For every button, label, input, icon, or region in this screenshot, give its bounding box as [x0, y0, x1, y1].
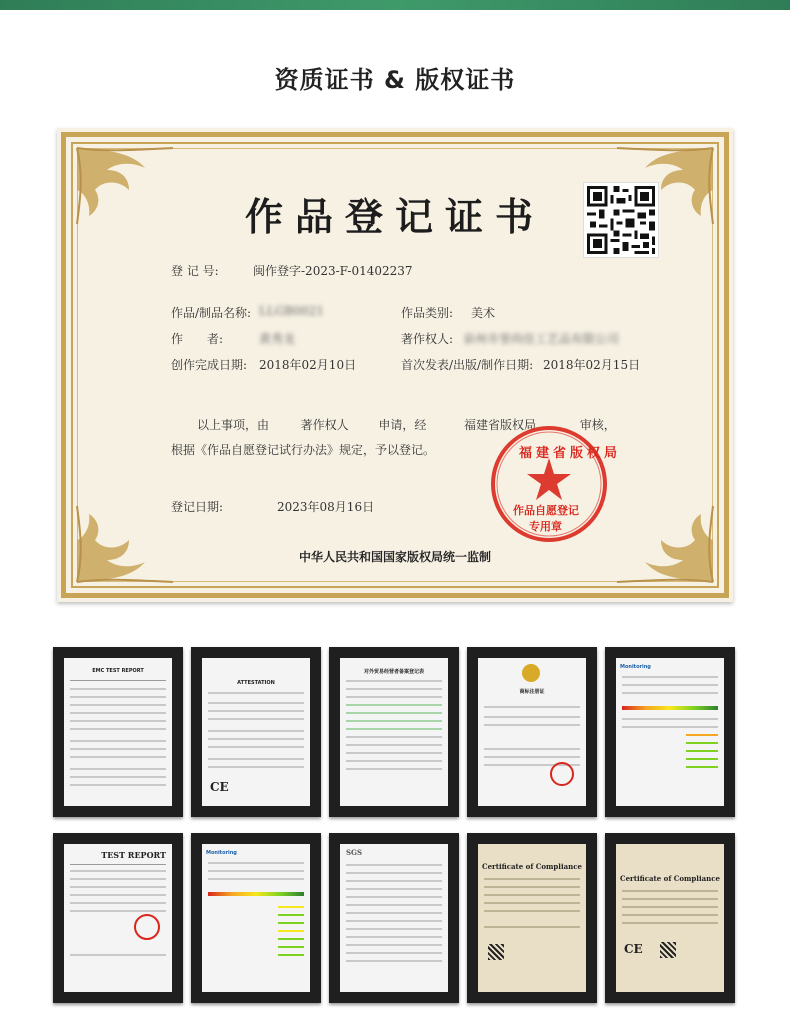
body-line1-part-e: 审核， [579, 418, 616, 432]
thumb-heading: Certificate of Compliance [620, 874, 720, 883]
certificate-thumbnail[interactable] [329, 647, 459, 817]
top-color-band [0, 0, 790, 10]
thumb-heading: EMC TEST REPORT [92, 668, 144, 674]
created-date-value: 2018年02月10日 [259, 358, 357, 372]
copyright-certificate [57, 128, 733, 602]
owner-value: 泉州市誉尚佳工艺品有限公司 [463, 332, 620, 346]
thumb-heading: Certificate of Compliance [482, 862, 582, 871]
certificate-thumbnail[interactable] [191, 833, 321, 1003]
reg-date-value: 2023年08月16日 [277, 500, 375, 514]
reg-date-label: 登记日期: [171, 500, 224, 514]
body-line2: 根据《作品自愿登记试行办法》规定，予以登记。 [171, 443, 436, 457]
certificate-thumbnail[interactable] [605, 833, 735, 1003]
certificate-thumbnail[interactable] [467, 647, 597, 817]
ornament-bottom-left-icon [73, 496, 183, 586]
qr-code-icon [660, 942, 676, 958]
thumb-heading: Monitoring [206, 850, 237, 856]
body-line1-part-c: 申请，经 [378, 418, 427, 432]
published-date-label: 首次发表/出版/制作日期: [401, 358, 534, 372]
work-name-value: LLGB0021 [259, 304, 324, 318]
thumb-heading: SGS [346, 848, 363, 857]
certificate-thumbnail[interactable] [467, 833, 597, 1003]
certificate-thumbnail[interactable] [53, 833, 183, 1003]
published-date-value: 2018年02月15日 [543, 358, 641, 372]
ce-mark-icon: CE [624, 942, 643, 956]
seal-text-mid: 作品自愿登记 [513, 504, 579, 517]
body-line1-part-a: 以上事项，由 [197, 418, 270, 432]
owner-label: 著作权人: [401, 332, 454, 346]
section-title: 资质证书 & 版权证书 [274, 66, 516, 94]
certificate-title: 作品登记证书 [244, 194, 545, 239]
author-value: 黄秀龙 [259, 332, 296, 346]
thumb-heading: TEST REPORT [101, 850, 166, 860]
author-label: 作 者: [171, 332, 224, 346]
certificate-thumbnail[interactable] [605, 647, 735, 817]
work-type-label: 作品类别: [401, 306, 454, 320]
thumb-heading: 对外贸易经营者备案登记表 [363, 669, 424, 675]
thumb-heading: Monitoring [620, 664, 651, 670]
ce-mark-icon: CE [210, 780, 229, 794]
work-type-value: 美术 [471, 306, 496, 320]
qr-code-icon [488, 944, 504, 960]
emblem-icon [522, 664, 540, 682]
certificate-thumbnail[interactable] [191, 647, 321, 817]
body-line1-part-b: 著作权人 [300, 418, 349, 432]
seal-text-bot: 专用章 [529, 520, 562, 533]
thumb-heading: ATTESTATION [237, 680, 275, 686]
certificate-footer: 中华人民共和国国家版权局统一监制 [298, 550, 491, 564]
body-line1-part-d: 福建省版权局 [464, 418, 537, 432]
created-date-label: 创作完成日期: [171, 358, 248, 372]
work-name-label: 作品/制品名称: [171, 306, 252, 320]
ornament-bottom-right-icon [607, 496, 717, 586]
reg-no-label: 登 记 号: [171, 264, 219, 278]
qr-code-icon [583, 182, 659, 258]
certificate-thumbnail[interactable] [329, 833, 459, 1003]
thumb-heading: 商标注册证 [519, 689, 545, 695]
certificate-thumbnail[interactable] [53, 647, 183, 817]
reg-no-value: 闽作登字-2023-F-01402237 [253, 264, 413, 278]
seal-text-top: 福建省版权局 [519, 446, 622, 461]
red-stamp-icon [134, 914, 160, 940]
red-stamp-icon [550, 762, 574, 786]
